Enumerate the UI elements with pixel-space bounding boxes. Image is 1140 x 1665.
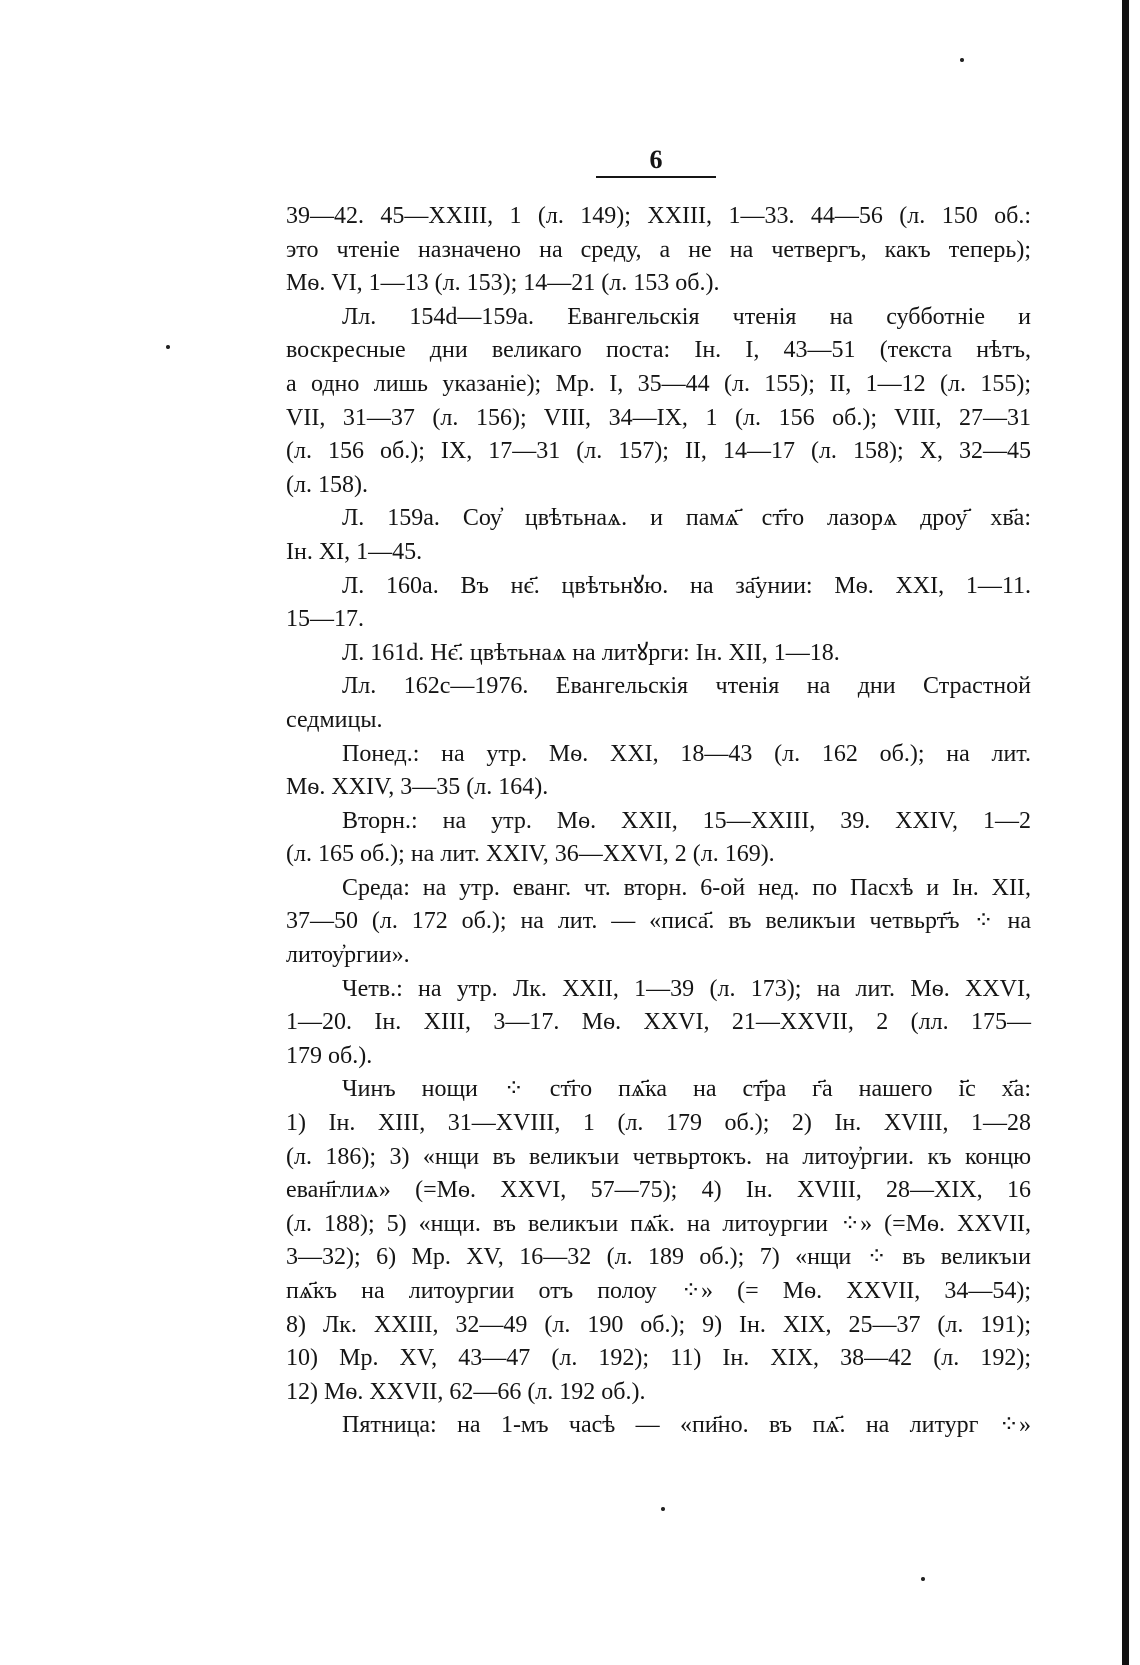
text-line: литоу҆ргии». (286, 942, 410, 969)
text-line: (л. 186); 3) «нщи въ великъıи четвьртокъ. на литоу҆ргии. къ концю (286, 1143, 1031, 1170)
paragraph (286, 1073, 1031, 1409)
page-number-rule (596, 176, 716, 178)
text-line: 10) Мр. XV, 43—47 (л. 192); 11) Ін. XIX, 38—42 (л. 192); (286, 1345, 1031, 1372)
text-line: (л. 165 об.); на лит. XXIV, 36—XXVI, 2 (л. 169). (286, 841, 775, 868)
text-line: 8) Лк. XXIII, 32—49 (л. 190 об.); 9) Ін. XIX, 25—37 (л. 191); (286, 1311, 1031, 1338)
text-line: Ін. XI, 1—45. (286, 538, 423, 565)
paragraph (286, 502, 1031, 569)
text-line: (л. 188); 5) «нщи. въ великъıи пѧ҃к. на литоургии ⁘» (=Мѳ. XXVII, (286, 1210, 1031, 1237)
text-line: Лл. 154d—159a. Евангельскія чтенія на субботніе и (342, 303, 1031, 330)
text-line: Вторн.: на утр. Мѳ. XXII, 15—XXIII, 39. XXIV, 1—2 (342, 807, 1031, 834)
text-line: это чтеніе назначено на среду, а не на четвергъ, какъ теперь); (286, 236, 1031, 263)
body-text (286, 200, 1031, 1443)
scan-speck (960, 58, 964, 62)
paragraph (286, 301, 1031, 503)
scan-speck (921, 1577, 925, 1581)
text-line: (л. 156 об.); IX, 17—31 (л. 157); II, 14—17 (л. 158); X, 32—45 (286, 438, 1031, 465)
text-line: еван҃глиѧ» (=Мѳ. XXVI, 57—75); 4) Ін. XVIII, 28—XIX, 16 (286, 1177, 1031, 1204)
paragraph (286, 200, 1031, 301)
text-line: Л. 159a. Соу҆ цвѣтьнаѧ. и памѧ҃ ст҃го лазорѧ дроу҃ хв҃а: (342, 505, 1031, 532)
text-line: Четв.: на утр. Лк. XXII, 1—39 (л. 173); на лит. Мѳ. XXVI, (342, 975, 1031, 1002)
text-line: Среда: на утр. еванг. чт. вторн. 6-ой нед. по Пасхѣ и Ін. XII, (342, 874, 1031, 901)
text-line: Мѳ. XXIV, 3—35 (л. 164). (286, 774, 549, 801)
text-line: Лл. 162c—1976. Евангельскія чтенія на дни Страстной (342, 673, 1031, 700)
text-line: 1) Ін. XIII, 31—XVIII, 1 (л. 179 об.); 2) Ін. XVIII, 1—28 (286, 1110, 1031, 1137)
text-line: 37—50 (л. 172 об.); на лит. — «писа҃. въ великъıи четвьрт҃ъ ⁘ на (286, 908, 1031, 935)
text-line: а одно лишь указаніе); Мр. I, 35—44 (л. 155); II, 1—12 (л. 155); (286, 370, 1031, 397)
text-line: воскресные дни великаго поста: Ін. I, 43—51 (текста нѣтъ, (286, 337, 1031, 364)
text-line: Мѳ. VI, 1—13 (л. 153); 14—21 (л. 153 об.). (286, 270, 720, 297)
text-line: 1—20. Ін. XIII, 3—17. Мѳ. XXVI, 21—XXVII, 2 (лл. 175— (286, 1009, 1031, 1036)
text-line: пѧ҃къ на литоургии отъ полоу ⁘» (= Мѳ. XXVII, 34—54); (286, 1278, 1031, 1304)
paragraph (286, 637, 1031, 671)
text-line: 12) Мѳ. XXVII, 62—66 (л. 192 об.). (286, 1378, 646, 1405)
paragraph (286, 872, 1031, 973)
scan-speck (166, 345, 170, 349)
text-line: Л. 160a. Въ нє҃. цвѣтьнꙋю. на за҃унии: Мѳ. XXI, 1—11. (342, 572, 1031, 599)
text-line: 179 об.). (286, 1042, 373, 1069)
paragraph (286, 1409, 1031, 1443)
paragraph (286, 670, 1031, 737)
text-line: Понед.: на утр. Мѳ. XXI, 18—43 (л. 162 об.); на лит. (342, 740, 1031, 767)
paragraph (286, 570, 1031, 637)
text-line: Л. 161d. Нє҃. цвѣтьнаѧ на литꙋрги: Ін. XII, 1—18. (342, 639, 840, 666)
page-number: 6 (649, 145, 663, 174)
text-line: 3—32); 6) Мр. XV, 16—32 (л. 189 об.); 7) «нщи ⁘ въ великъıи (286, 1244, 1031, 1271)
text-line: Пятница: на 1-мъ часѣ — «пи҃но. въ пѧ҃. на литург ⁘» (342, 1412, 1031, 1439)
scan-speck (661, 1507, 665, 1511)
paragraph (286, 738, 1031, 805)
text-line: седмицы. (286, 706, 383, 733)
paragraph (286, 973, 1031, 1074)
scan-edge (1122, 0, 1129, 1665)
paragraph (286, 805, 1031, 872)
text-line: (л. 158). (286, 471, 368, 498)
text-line: VII, 31—37 (л. 156); VIII, 34—IX, 1 (л. 156 об.); VIII, 27—31 (286, 404, 1031, 431)
text-line: Чинъ нощи ⁘ ст҃го пѧ҃ка на ст҃ра г҃а нашего і҃с х҃а: (342, 1076, 1031, 1103)
text-line: 15—17. (286, 606, 364, 633)
text-line: 39—42. 45—XXIII, 1 (л. 149); XXIII, 1—33. 44—56 (л. 150 об.: (286, 203, 1031, 229)
